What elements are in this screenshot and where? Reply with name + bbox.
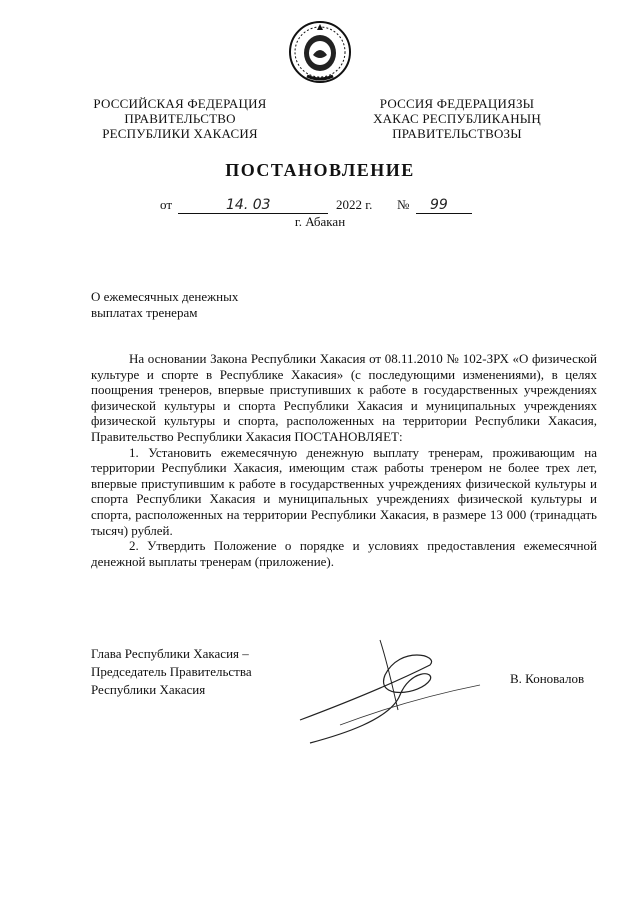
document-body [91, 351, 597, 569]
position-line1: Глава Республики Хакасия – [91, 646, 249, 661]
header-right [352, 96, 562, 141]
signatory-position [91, 645, 252, 699]
header-right-line2: ХАКАС РЕСПУБЛИКАНЫҢ [373, 111, 541, 126]
signatory-name: В. Коновалов [510, 671, 585, 686]
number-label: № [397, 197, 410, 212]
coat-of-arms-emblem [287, 20, 353, 84]
date-handwritten: 14. 03 [226, 197, 271, 213]
city-label: г. Абакан [294, 214, 346, 229]
header-left-line2: ПРАВИТЕЛЬСТВО [124, 111, 236, 126]
header-left [80, 96, 280, 141]
document-subject [91, 289, 311, 321]
date-from-label: от [160, 197, 173, 212]
subject-line1: О ежемесячных денежных [91, 289, 239, 304]
date-year: 2022 г. [336, 197, 373, 212]
document-title: ПОСТАНОВЛЕНИЕ [225, 160, 415, 180]
header-left-line3: РЕСПУБЛИКИ ХАКАСИЯ [102, 126, 258, 141]
body-paragraph-2: 1. Установить ежемесячную денежную выплату тренерам, проживающим на территории Республики Хакасия, имеющим стаж работы тренером не более трех лет, впервые приступившим к работе в государственных учреждениях физической культуры и спорта Республики Хакасия и муниципальных учреждениях физической культуры и спорта, расположенных на территории Республики Хакасия, в размере 13 000 (тринадцать тысяч) рублей. [91, 444, 597, 538]
position-line3: Республики Хакасия [91, 682, 206, 697]
header-left-line1: РОССИЙСКАЯ ФЕДЕРАЦИЯ [93, 96, 267, 111]
handwritten-signature [280, 625, 500, 755]
body-paragraph-3: 2. Утвердить Положение о порядке и условиях предоставления ежемесячной денежной выплаты тренерам (приложение). [91, 538, 597, 569]
header-right-line3: ПРАВИТЕЛЬСТВОЗЫ [392, 126, 522, 141]
body-paragraph-1: На основании Закона Республики Хакасия от 08.11.2010 № 102-ЗРХ «О физической культуре и спорте в Республике Хакасия» (с последующими изменениями), в целях поощрения тренеров, впервые приступивших к работе в государственных учреждениях физической культуры и спорта Республики Хакасия и муниципальных учреждениях физической культуры и спорта, расположенных на территории Республики Хакасия, Правительство Республики Хакасия ПОСТАНОВЛЯЕТ: [91, 351, 597, 444]
subject-line2: выплатах тренерам [91, 305, 198, 320]
position-line2: Председатель Правительства [91, 664, 252, 679]
header-right-line1: РОССИЯ ФЕДЕРАЦИЯЗЫ [379, 96, 535, 111]
number-handwritten: 99 [430, 197, 448, 213]
